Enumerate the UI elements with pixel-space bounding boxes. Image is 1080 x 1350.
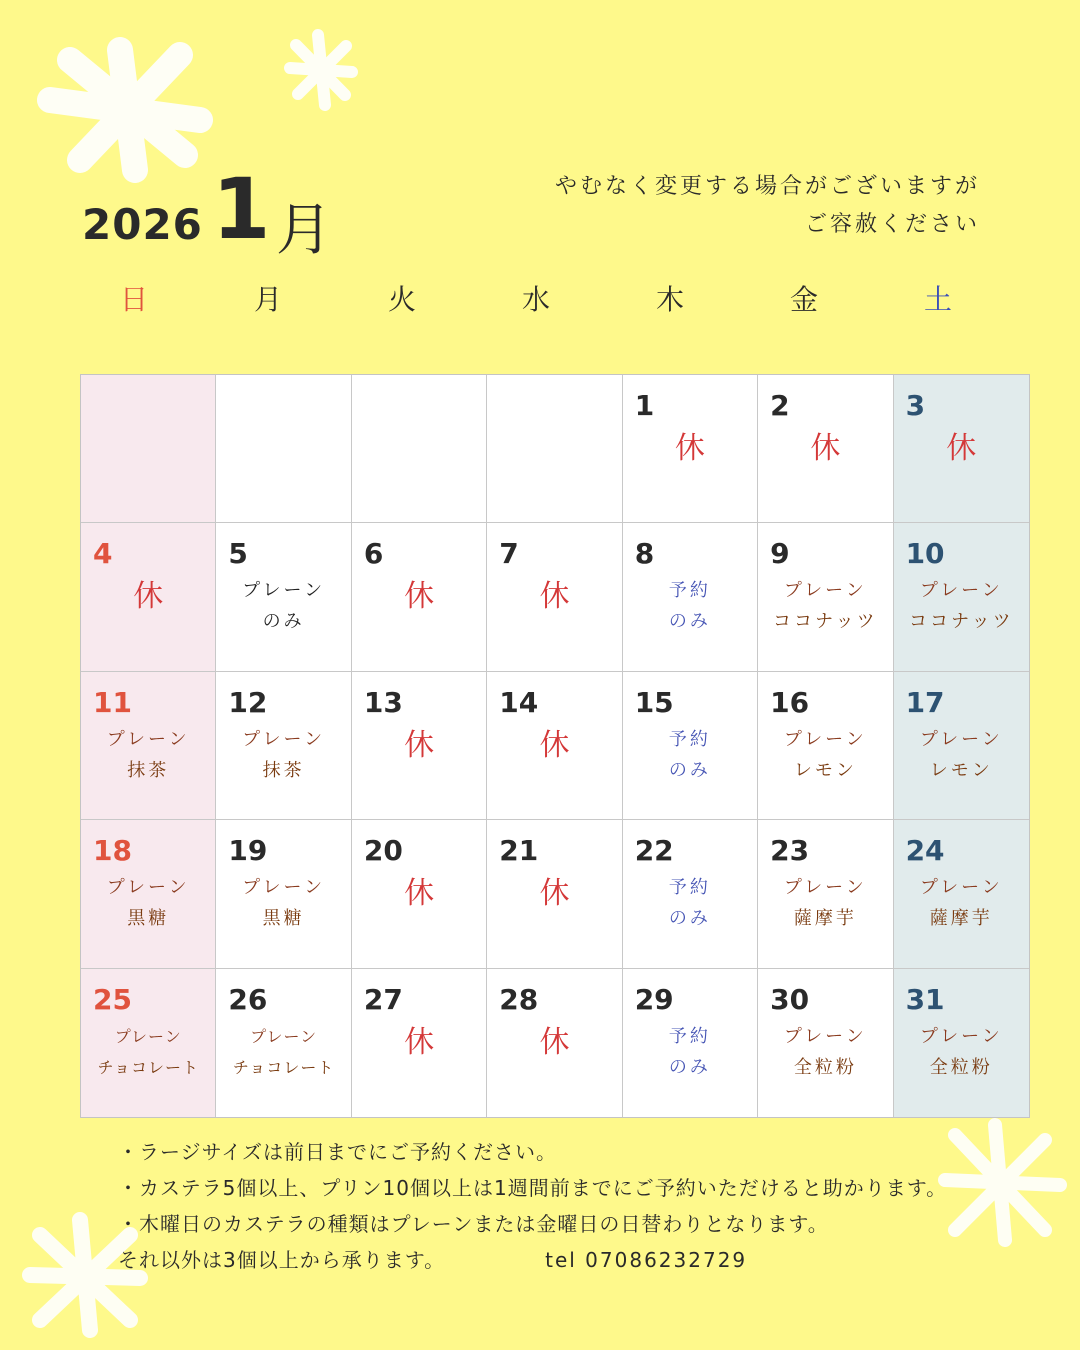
menu-note-line: プレーン [250, 1026, 318, 1046]
month-kanji: 月 [276, 198, 332, 263]
day-number: 5 [228, 537, 248, 571]
day-cell-6 [352, 523, 487, 671]
day-cell-16 [758, 672, 893, 820]
menu-note-line: のみ [668, 611, 711, 633]
footer-note-2: ・カステラ5個以上、プリン10個以上は1週間前までにご予約いただけると助かります。 [118, 1176, 948, 1200]
menu-note-line: プレーン [919, 728, 1003, 750]
day-cell-12 [216, 672, 351, 820]
day-cell-5 [216, 523, 351, 671]
menu-note-line: 全粒粉 [793, 1056, 857, 1078]
weekday-sat: 土 [923, 283, 952, 316]
day-cell-20 [352, 820, 487, 968]
menu-note-line: プレーン [919, 1025, 1003, 1047]
menu-note [81, 724, 215, 786]
day-number: 9 [770, 537, 790, 571]
notice-line-1: やむなく変更する場合がございますが [554, 174, 980, 199]
change-notice [555, 168, 980, 244]
empty-cell [216, 375, 351, 523]
menu-note-line: プレーン [114, 1026, 182, 1046]
menu-note [623, 872, 757, 934]
menu-note-line: 薩摩芋 [793, 908, 857, 930]
closed-label: 休 [404, 579, 435, 615]
day-cell-15 [623, 672, 758, 820]
weekday-mon: 月 [253, 283, 282, 316]
menu-note-line: 抹茶 [127, 759, 170, 781]
day-number: 25 [93, 982, 132, 1016]
day-number: 3 [905, 389, 926, 422]
closed-label: 休 [539, 1024, 570, 1060]
menu-note-line: チョコレート [232, 1057, 335, 1077]
day-number: 22 [634, 834, 674, 868]
closed-label: 休 [404, 727, 435, 763]
menu-note [81, 1021, 215, 1083]
day-cell-11 [81, 672, 216, 820]
menu-note-line: 予約 [668, 1025, 711, 1047]
footer-note-1: ・ラージサイズは前日までにご予約ください。 [118, 1140, 557, 1164]
day-cell-21 [487, 820, 622, 968]
closed-label: 休 [539, 876, 570, 912]
menu-note-line: プレーン [106, 728, 190, 750]
menu-note-line: プレーン [783, 1025, 867, 1047]
day-number: 1 [634, 389, 655, 422]
menu-note-line: のみ [668, 908, 711, 930]
month-number: 1 [212, 160, 271, 258]
closed-label: 休 [539, 727, 570, 763]
day-cell-17 [894, 672, 1029, 820]
menu-note-line: プレーン [919, 877, 1003, 899]
notice-line-2: ご容赦ください [804, 212, 980, 237]
day-cell-30 [758, 969, 893, 1117]
day-cell-19 [216, 820, 351, 968]
calendar-grid [80, 374, 1030, 1118]
menu-note-line: プレーン [783, 728, 867, 750]
day-number: 23 [770, 834, 810, 868]
day-cell-2 [758, 375, 893, 523]
closed-label: 休 [404, 1024, 435, 1060]
menu-note-line: ココナッツ [773, 611, 878, 633]
menu-note [758, 724, 892, 786]
menu-note-line: プレーン [242, 728, 326, 750]
menu-note [758, 872, 892, 934]
menu-note-line: レモン [793, 759, 857, 781]
day-number: 11 [93, 685, 132, 719]
day-cell-18 [81, 820, 216, 968]
closed-label: 休 [674, 431, 705, 466]
day-cell-28 [487, 969, 622, 1117]
day-number: 17 [905, 685, 945, 719]
menu-note-line: のみ [668, 1056, 711, 1078]
day-number: 30 [770, 982, 810, 1016]
day-number: 21 [499, 834, 539, 868]
closed-label: 休 [404, 876, 435, 912]
day-cell-23 [758, 820, 893, 968]
day-cell-13 [352, 672, 487, 820]
menu-note-line: プレーン [106, 877, 190, 899]
menu-note-line: のみ [668, 759, 711, 781]
menu-note [216, 575, 350, 637]
menu-note [623, 575, 757, 637]
day-number: 8 [634, 537, 655, 571]
closed-label: 休 [133, 579, 164, 615]
phone-number: tel 07086232729 [545, 1248, 748, 1272]
empty-cell [487, 375, 622, 523]
menu-note-line: 予約 [668, 728, 711, 750]
menu-note [216, 1021, 350, 1083]
day-number: 12 [228, 685, 268, 719]
day-cell-10 [894, 523, 1029, 671]
day-number: 19 [228, 834, 268, 868]
menu-note-line: レモン [929, 759, 993, 781]
day-number: 4 [93, 537, 113, 571]
menu-note-line: チョコレート [97, 1057, 199, 1077]
menu-note-line: プレーン [919, 580, 1003, 602]
year-label: 2026 [82, 200, 203, 249]
weekday-fri: 金 [789, 283, 818, 316]
day-cell-14 [487, 672, 622, 820]
weekday-tue: 火 [387, 283, 416, 316]
day-number: 2 [770, 389, 790, 422]
day-cell-24 [894, 820, 1029, 968]
menu-note [81, 872, 215, 934]
day-cell-26 [216, 969, 351, 1117]
day-cell-9 [758, 523, 893, 671]
day-cell-29 [623, 969, 758, 1117]
menu-note-line: 予約 [668, 877, 711, 899]
day-number: 16 [770, 685, 810, 719]
menu-note-line: 全粒粉 [929, 1056, 993, 1078]
day-cell-3 [894, 375, 1029, 523]
closed-label: 休 [539, 579, 570, 615]
menu-note [623, 724, 757, 786]
menu-note-line: 黒糖 [127, 908, 170, 930]
menu-note [623, 1021, 757, 1083]
menu-note-line: プレーン [783, 580, 867, 602]
menu-note [758, 1021, 892, 1083]
menu-note-line: 黒糖 [262, 908, 305, 930]
closed-label: 休 [810, 431, 841, 466]
weekday-wed: 水 [521, 283, 550, 316]
menu-note-line: 薩摩芋 [929, 908, 993, 930]
day-number: 10 [905, 537, 945, 571]
menu-note-line: 予約 [668, 580, 711, 602]
footer-notes [118, 1134, 998, 1278]
menu-note-line: プレーン [242, 877, 326, 899]
day-cell-7 [487, 523, 622, 671]
footer-note-4: それ以外は3個以上から承ります。 [118, 1248, 446, 1272]
menu-note-line: ココナッツ [908, 611, 1014, 633]
day-number: 20 [363, 834, 403, 868]
day-cell-25 [81, 969, 216, 1117]
menu-note [894, 724, 1029, 786]
menu-note-line: プレーン [783, 877, 867, 899]
day-number: 13 [363, 685, 403, 719]
day-cell-31 [894, 969, 1029, 1117]
day-number: 27 [363, 982, 403, 1016]
footer-note-3: ・木曜日のカステラの種類はプレーンまたは金曜日の日替わりとなります。 [118, 1212, 829, 1236]
menu-note-line: のみ [262, 611, 305, 633]
menu-note [758, 575, 892, 637]
menu-note [216, 872, 350, 934]
day-cell-1 [623, 375, 758, 523]
menu-note [894, 872, 1029, 934]
menu-note [894, 575, 1029, 637]
empty-cell [352, 375, 487, 523]
menu-note-line: プレーン [242, 580, 326, 602]
day-number: 14 [499, 685, 539, 719]
weekday-header [67, 278, 1007, 318]
closed-label: 休 [946, 431, 977, 466]
day-cell-27 [352, 969, 487, 1117]
day-number: 6 [363, 537, 384, 571]
empty-cell [81, 375, 216, 523]
weekday-sun: 日 [119, 283, 148, 316]
footer-note-4-row [118, 1242, 998, 1278]
day-number: 24 [905, 834, 945, 868]
day-number: 28 [499, 982, 539, 1016]
menu-note [894, 1021, 1029, 1083]
menu-note [216, 724, 350, 786]
day-cell-22 [623, 820, 758, 968]
weekday-thu: 木 [655, 283, 684, 316]
day-number: 7 [499, 537, 519, 571]
day-number: 26 [228, 982, 268, 1016]
day-number: 29 [634, 982, 674, 1016]
day-number: 15 [634, 685, 674, 719]
menu-note-line: 抹茶 [262, 759, 305, 781]
day-number: 18 [93, 834, 132, 868]
day-number: 31 [905, 982, 945, 1016]
day-cell-4 [81, 523, 216, 671]
day-cell-8 [623, 523, 758, 671]
